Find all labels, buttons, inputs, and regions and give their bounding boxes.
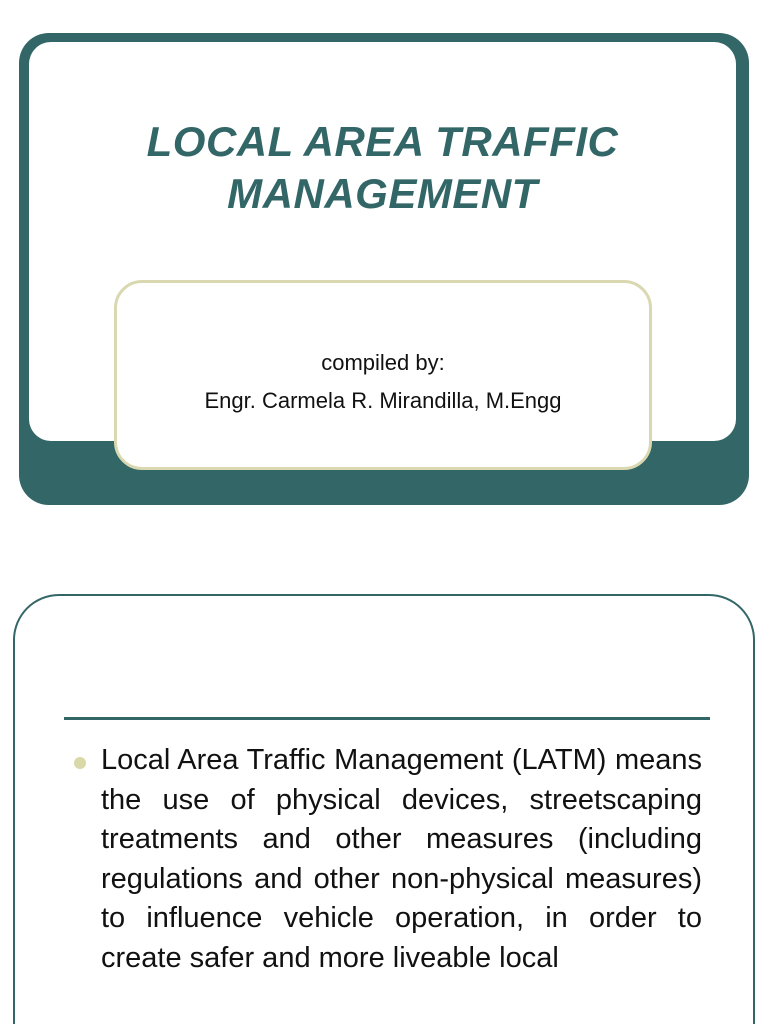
title-divider	[64, 717, 710, 720]
compiled-by-label: compiled by:	[321, 350, 445, 375]
slide-title	[29, 116, 736, 220]
bullet-text: Local Area Traffic Management (LATM) means the use of physical devices, streetscaping treatments and other measures (including regulations and other non-physical measures) to influence vehicle operation, in order to create safer and more liveable local	[101, 744, 702, 974]
bullet-icon	[74, 757, 86, 769]
slide-title-line-2: MANAGEMENT	[227, 170, 538, 217]
slide-title-line-1: LOCAL AREA TRAFFIC	[146, 118, 619, 165]
author-name: Engr. Carmela R. Mirandilla, M.Engg	[204, 388, 562, 413]
subtitle-box	[114, 280, 652, 470]
